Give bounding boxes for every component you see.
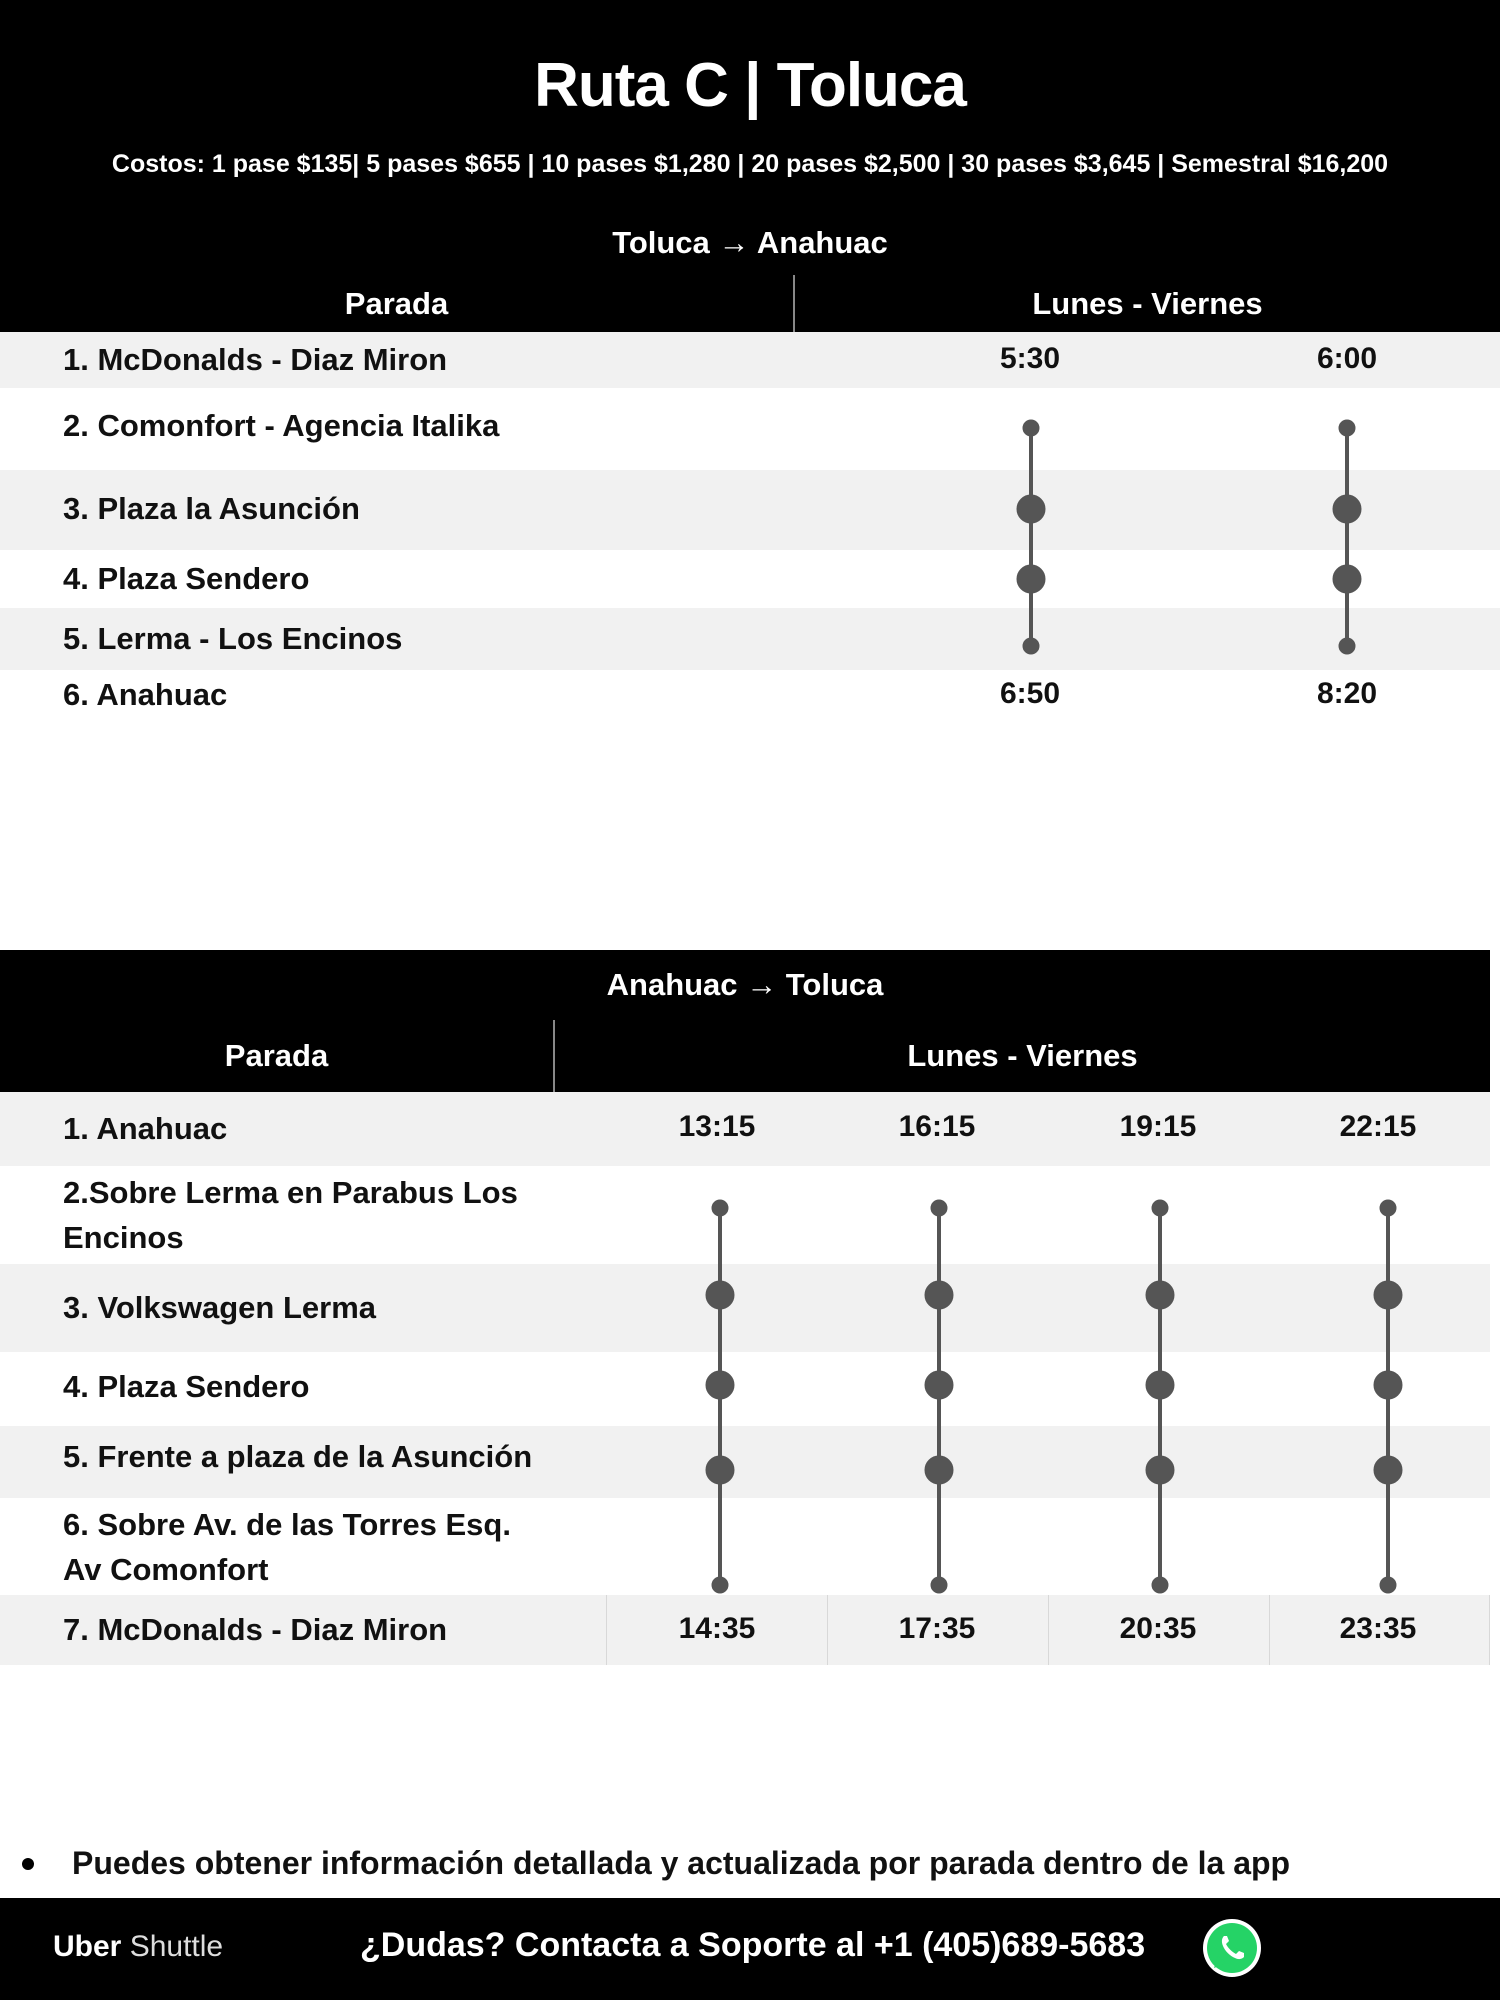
route1-timeline-2: [1333, 420, 1361, 654]
whatsapp-icon[interactable]: [1200, 1916, 1264, 1980]
brand-name-uber: Uber: [53, 1930, 122, 1963]
route1-departure-2: 6:00: [1316, 342, 1378, 375]
route1-timeline-2-stop-5: [1339, 638, 1355, 654]
route1-arrival-2: 8:20: [1316, 677, 1378, 710]
brand-name-shuttle: Shuttle: [121, 1930, 224, 1963]
route1-stop-5: 5. Lerma - Los Encinos: [63, 621, 403, 656]
route2-arrival-3: 20:35: [1119, 1612, 1197, 1645]
route2-departure-1: 13:15: [678, 1110, 756, 1143]
route2-departure-4: 22:15: [1339, 1110, 1417, 1143]
route2-stop-5: 5. Frente a plaza de la Asunción: [63, 1439, 533, 1474]
route2-timeline-4-stop-4: [1374, 1371, 1402, 1399]
route1-stop-4: 4. Plaza Sendero: [63, 561, 310, 596]
route2-arrival-1: 14:35: [678, 1612, 756, 1645]
brand-logo: [53, 1930, 223, 1964]
route2-timeline-1: [706, 1200, 734, 1593]
route1-stop-3: 3. Plaza la Asunción: [63, 491, 360, 526]
route1-stop-6: 6. Anahuac: [63, 677, 228, 712]
route1-direction: Toluca → Anahuac: [612, 225, 888, 260]
route2-timeline-3: [1146, 1200, 1174, 1593]
route2-stop-7: 7. McDonalds - Diaz Miron: [63, 1612, 448, 1647]
route2-timeline-4: [1374, 1200, 1402, 1593]
route1-stop-1: 1. McDonalds - Diaz Miron: [63, 342, 448, 377]
route2-departure-3: 19:15: [1119, 1110, 1197, 1143]
route2-timeline-2-stop-3: [925, 1281, 953, 1309]
route1-departure-1: 5:30: [999, 342, 1061, 375]
support-contact: ¿Dudas? Contacta a Soporte al +1 (405)689-5683: [360, 1926, 1146, 1964]
bullet-icon: [22, 1858, 34, 1870]
route1-timeline-1-stop-2: [1023, 420, 1039, 436]
route2-departure-2: 16:15: [898, 1110, 976, 1143]
route1-stop-2: 2. Comonfort - Agencia Italika: [63, 408, 500, 443]
route2-timeline-4-stop-6: [1380, 1577, 1396, 1593]
info-note-text: Puedes obtener información detallada y actualizada por parada dentro de la app: [72, 1845, 1291, 1881]
route2-timeline-2: [925, 1200, 953, 1593]
route2-timeline-3-stop-4: [1146, 1371, 1174, 1399]
route2-col-days: Lunes - Viernes: [907, 1038, 1138, 1073]
route1-timeline-1: [1017, 420, 1045, 654]
route1-timeline-1-stop-4: [1017, 565, 1045, 593]
route2-timeline-2-stop-4: [925, 1371, 953, 1399]
route2-timeline-3-stop-5: [1146, 1456, 1174, 1484]
route1-col-stop: Parada: [344, 285, 449, 321]
route1-timeline-1-stop-3: [1017, 495, 1045, 523]
route2-stop-2: 2.Sobre Lerma en Parabus Los Encinos: [63, 1175, 518, 1255]
route2-timeline-1-stop-6: [712, 1577, 728, 1593]
route2-timeline-1-stop-4: [706, 1371, 734, 1399]
route2-timeline-4-stop-3: [1374, 1281, 1402, 1309]
route2-timeline-1-stop-5: [706, 1456, 734, 1484]
route1-col-days: Lunes - Viernes: [1032, 285, 1263, 321]
route2-timeline-2-stop-2: [931, 1200, 947, 1216]
route2-arrival-4: 23:35: [1339, 1612, 1417, 1645]
route2-timeline-1-stop-2: [712, 1200, 728, 1216]
route1-timeline-2-stop-4: [1333, 565, 1361, 593]
route1-timeline-1-stop-5: [1023, 638, 1039, 654]
route2-timeline-2-stop-5: [925, 1456, 953, 1484]
route2-timeline-3-stop-2: [1152, 1200, 1168, 1216]
costs-line: Costos: 1 pase $135| 5 pases $655 | 10 pases $1,280 | 20 pases $2,500 | 30 pases $3,645 | Semestral $16,200: [111, 150, 1389, 178]
route1-timeline-2-stop-3: [1333, 495, 1361, 523]
route2-timeline-3-stop-3: [1146, 1281, 1174, 1309]
route2-arrival-2: 17:35: [898, 1612, 976, 1645]
route2-stop-3: 3. Volkswagen Lerma: [63, 1290, 376, 1325]
route2-timeline-3-stop-6: [1152, 1577, 1168, 1593]
route2-stop-4: 4. Plaza Sendero: [63, 1369, 310, 1404]
route2-stop-1: 1. Anahuac: [63, 1111, 228, 1146]
route1-arrival-1: 6:50: [999, 677, 1061, 710]
route2-timeline-4-stop-5: [1374, 1456, 1402, 1484]
footer: [0, 1898, 1500, 2000]
route1-timeline-2-stop-2: [1339, 420, 1355, 436]
page-title: Ruta C | Toluca: [534, 51, 966, 120]
route2-timeline-2-stop-6: [931, 1577, 947, 1593]
route2-direction: Anahuac → Toluca: [0, 950, 1490, 1020]
info-note: [22, 1845, 1290, 1882]
route2-col-stop: Parada: [224, 1038, 329, 1073]
route2-stop-6: 6. Sobre Av. de las Torres Esq. Av Comonfort: [63, 1507, 511, 1587]
route2-timeline-4-stop-2: [1380, 1200, 1396, 1216]
route2-timeline-1-stop-3: [706, 1281, 734, 1309]
